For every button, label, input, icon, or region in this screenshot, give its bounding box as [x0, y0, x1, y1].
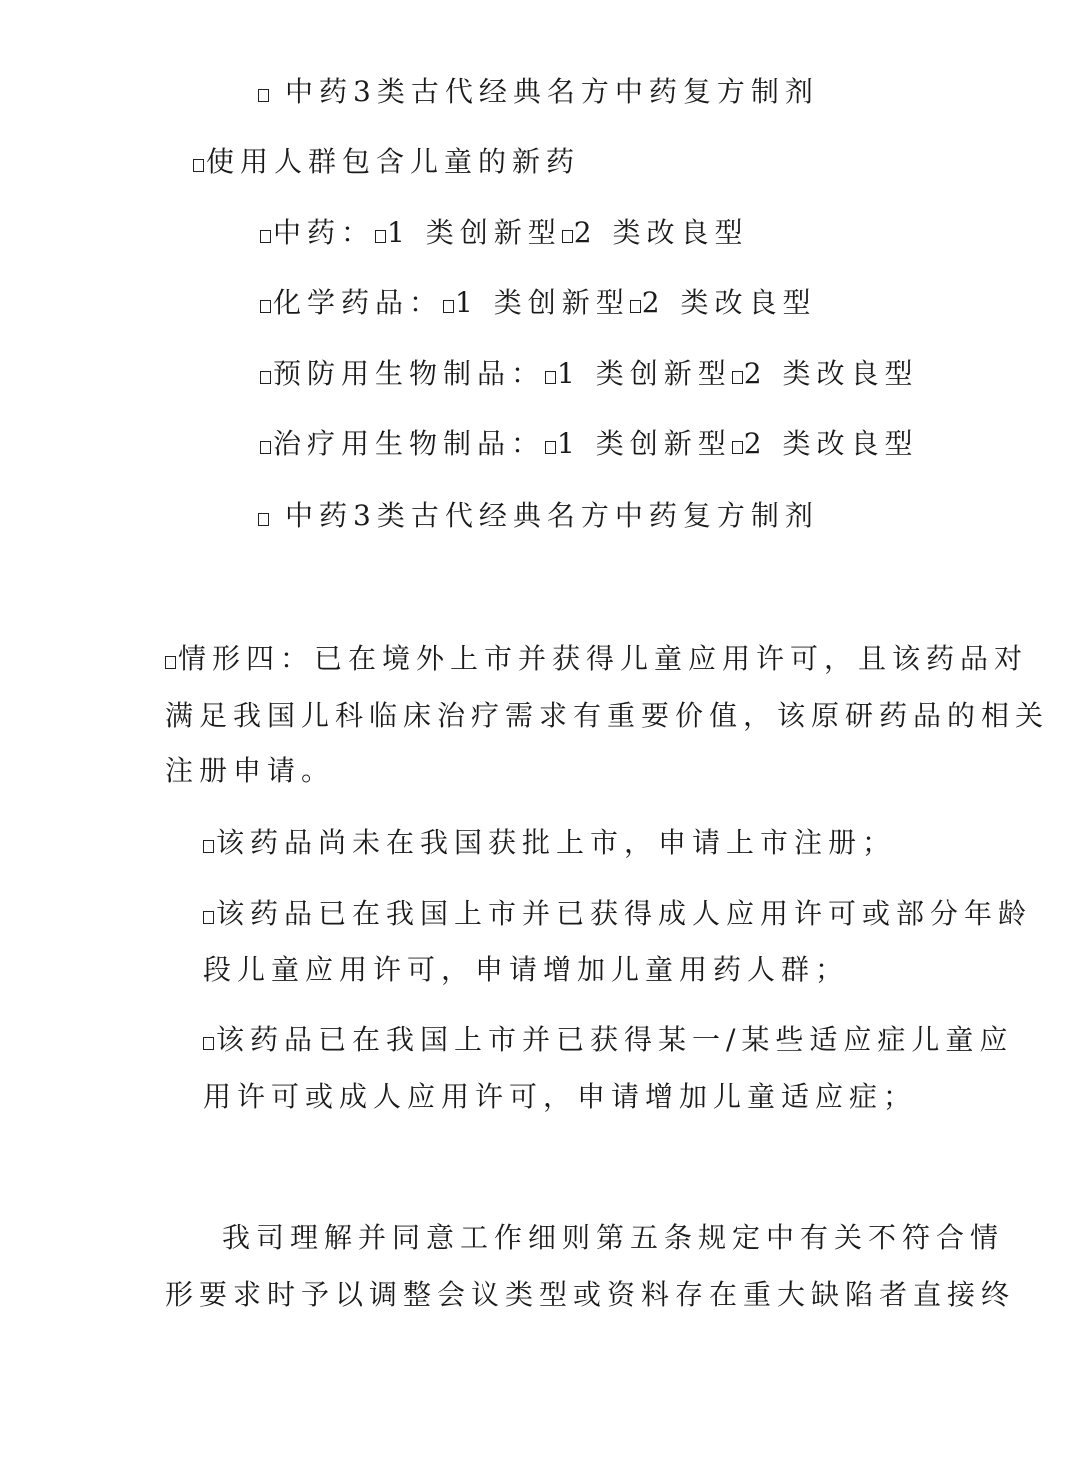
option-innovative: 1 类创新型	[557, 427, 732, 460]
checkbox-item-preventive-biologic	[260, 356, 918, 392]
option-add-pediatric-population-cont: 段儿童应用许可，申请增加儿童用药人群；	[203, 953, 850, 986]
situation-four-line-3: 注册申请。	[165, 754, 336, 787]
checkbox-item-tcm-class3	[258, 498, 819, 534]
checkbox-icon[interactable]	[193, 159, 204, 172]
checkbox-icon[interactable]	[260, 300, 271, 313]
option-innovative: 1 类创新型	[557, 357, 732, 390]
item-label: 中药3类古代经典名方中药复方制剂	[285, 499, 819, 532]
checkbox-icon[interactable]	[203, 911, 214, 924]
declaration-line-2: 形要求时予以调整会议类型或资料存在重大缺陷者直接终	[165, 1278, 1016, 1311]
checkbox-item-pediatric-new-drug	[193, 144, 580, 180]
situation-four-text: 情形四：已在境外上市并获得儿童应用许可，且该药品对	[178, 642, 1029, 675]
checkbox-icon[interactable]	[203, 1037, 214, 1050]
option-not-approved	[203, 825, 896, 861]
situation-four-line-1	[165, 641, 1028, 677]
option-add-pediatric-population	[203, 896, 1032, 932]
option-text: 该药品已在我国上市并已获得成人应用许可或部分年龄	[216, 897, 1033, 930]
checkbox-item-therapeutic-biologic	[260, 426, 918, 462]
checkbox-icon[interactable]	[443, 300, 454, 313]
option-improved: 2 类改良型	[641, 286, 817, 319]
checkbox-icon[interactable]	[260, 230, 271, 243]
checkbox-icon[interactable]	[258, 89, 269, 102]
checkbox-icon[interactable]	[562, 230, 573, 243]
option-improved: 2 类改良型	[573, 216, 749, 249]
checkbox-item-chemical-drug	[260, 285, 816, 321]
checkbox-icon[interactable]	[545, 371, 556, 384]
checkbox-icon[interactable]	[258, 513, 269, 526]
checkbox-item-tcm	[260, 215, 748, 251]
option-add-pediatric-indication	[203, 1022, 1013, 1058]
checkbox-icon[interactable]	[203, 840, 214, 853]
checkbox-icon[interactable]	[375, 230, 386, 243]
checkbox-icon[interactable]	[260, 441, 271, 454]
declaration-line-1: 我司理解并同意工作细则第五条规定中有关不符合情	[222, 1221, 1005, 1254]
option-text: 该药品尚未在我国获批上市，申请上市注册；	[216, 826, 897, 859]
situation-four-line-2: 满足我国儿科临床治疗需求有重要价值，该原研药品的相关	[165, 699, 1050, 732]
category-label: 中药：	[273, 216, 376, 249]
option-improved: 2 类改良型	[743, 357, 919, 390]
option-innovative: 1 类创新型	[387, 216, 562, 249]
category-label: 预防用生物制品：	[273, 357, 546, 390]
checkbox-item-tcm-class3-top	[258, 74, 819, 110]
checkbox-icon[interactable]	[165, 656, 176, 669]
checkbox-icon[interactable]	[732, 441, 743, 454]
checkbox-icon[interactable]	[630, 300, 641, 313]
option-innovative: 1 类创新型	[455, 286, 630, 319]
category-label: 治疗用生物制品：	[273, 427, 546, 460]
option-add-pediatric-indication-cont: 用许可或成人应用许可，申请增加儿童适应症；	[203, 1080, 918, 1113]
checkbox-icon[interactable]	[260, 371, 271, 384]
checkbox-icon[interactable]	[545, 441, 556, 454]
option-text: 该药品已在我国上市并已获得某一/某些适应症儿童应	[216, 1023, 1014, 1056]
checkbox-icon[interactable]	[732, 371, 743, 384]
option-improved: 2 类改良型	[743, 427, 919, 460]
item-label: 中药3类古代经典名方中药复方制剂	[285, 75, 819, 108]
category-label: 化学药品：	[273, 286, 444, 319]
item-label: 使用人群包含儿童的新药	[206, 145, 581, 178]
